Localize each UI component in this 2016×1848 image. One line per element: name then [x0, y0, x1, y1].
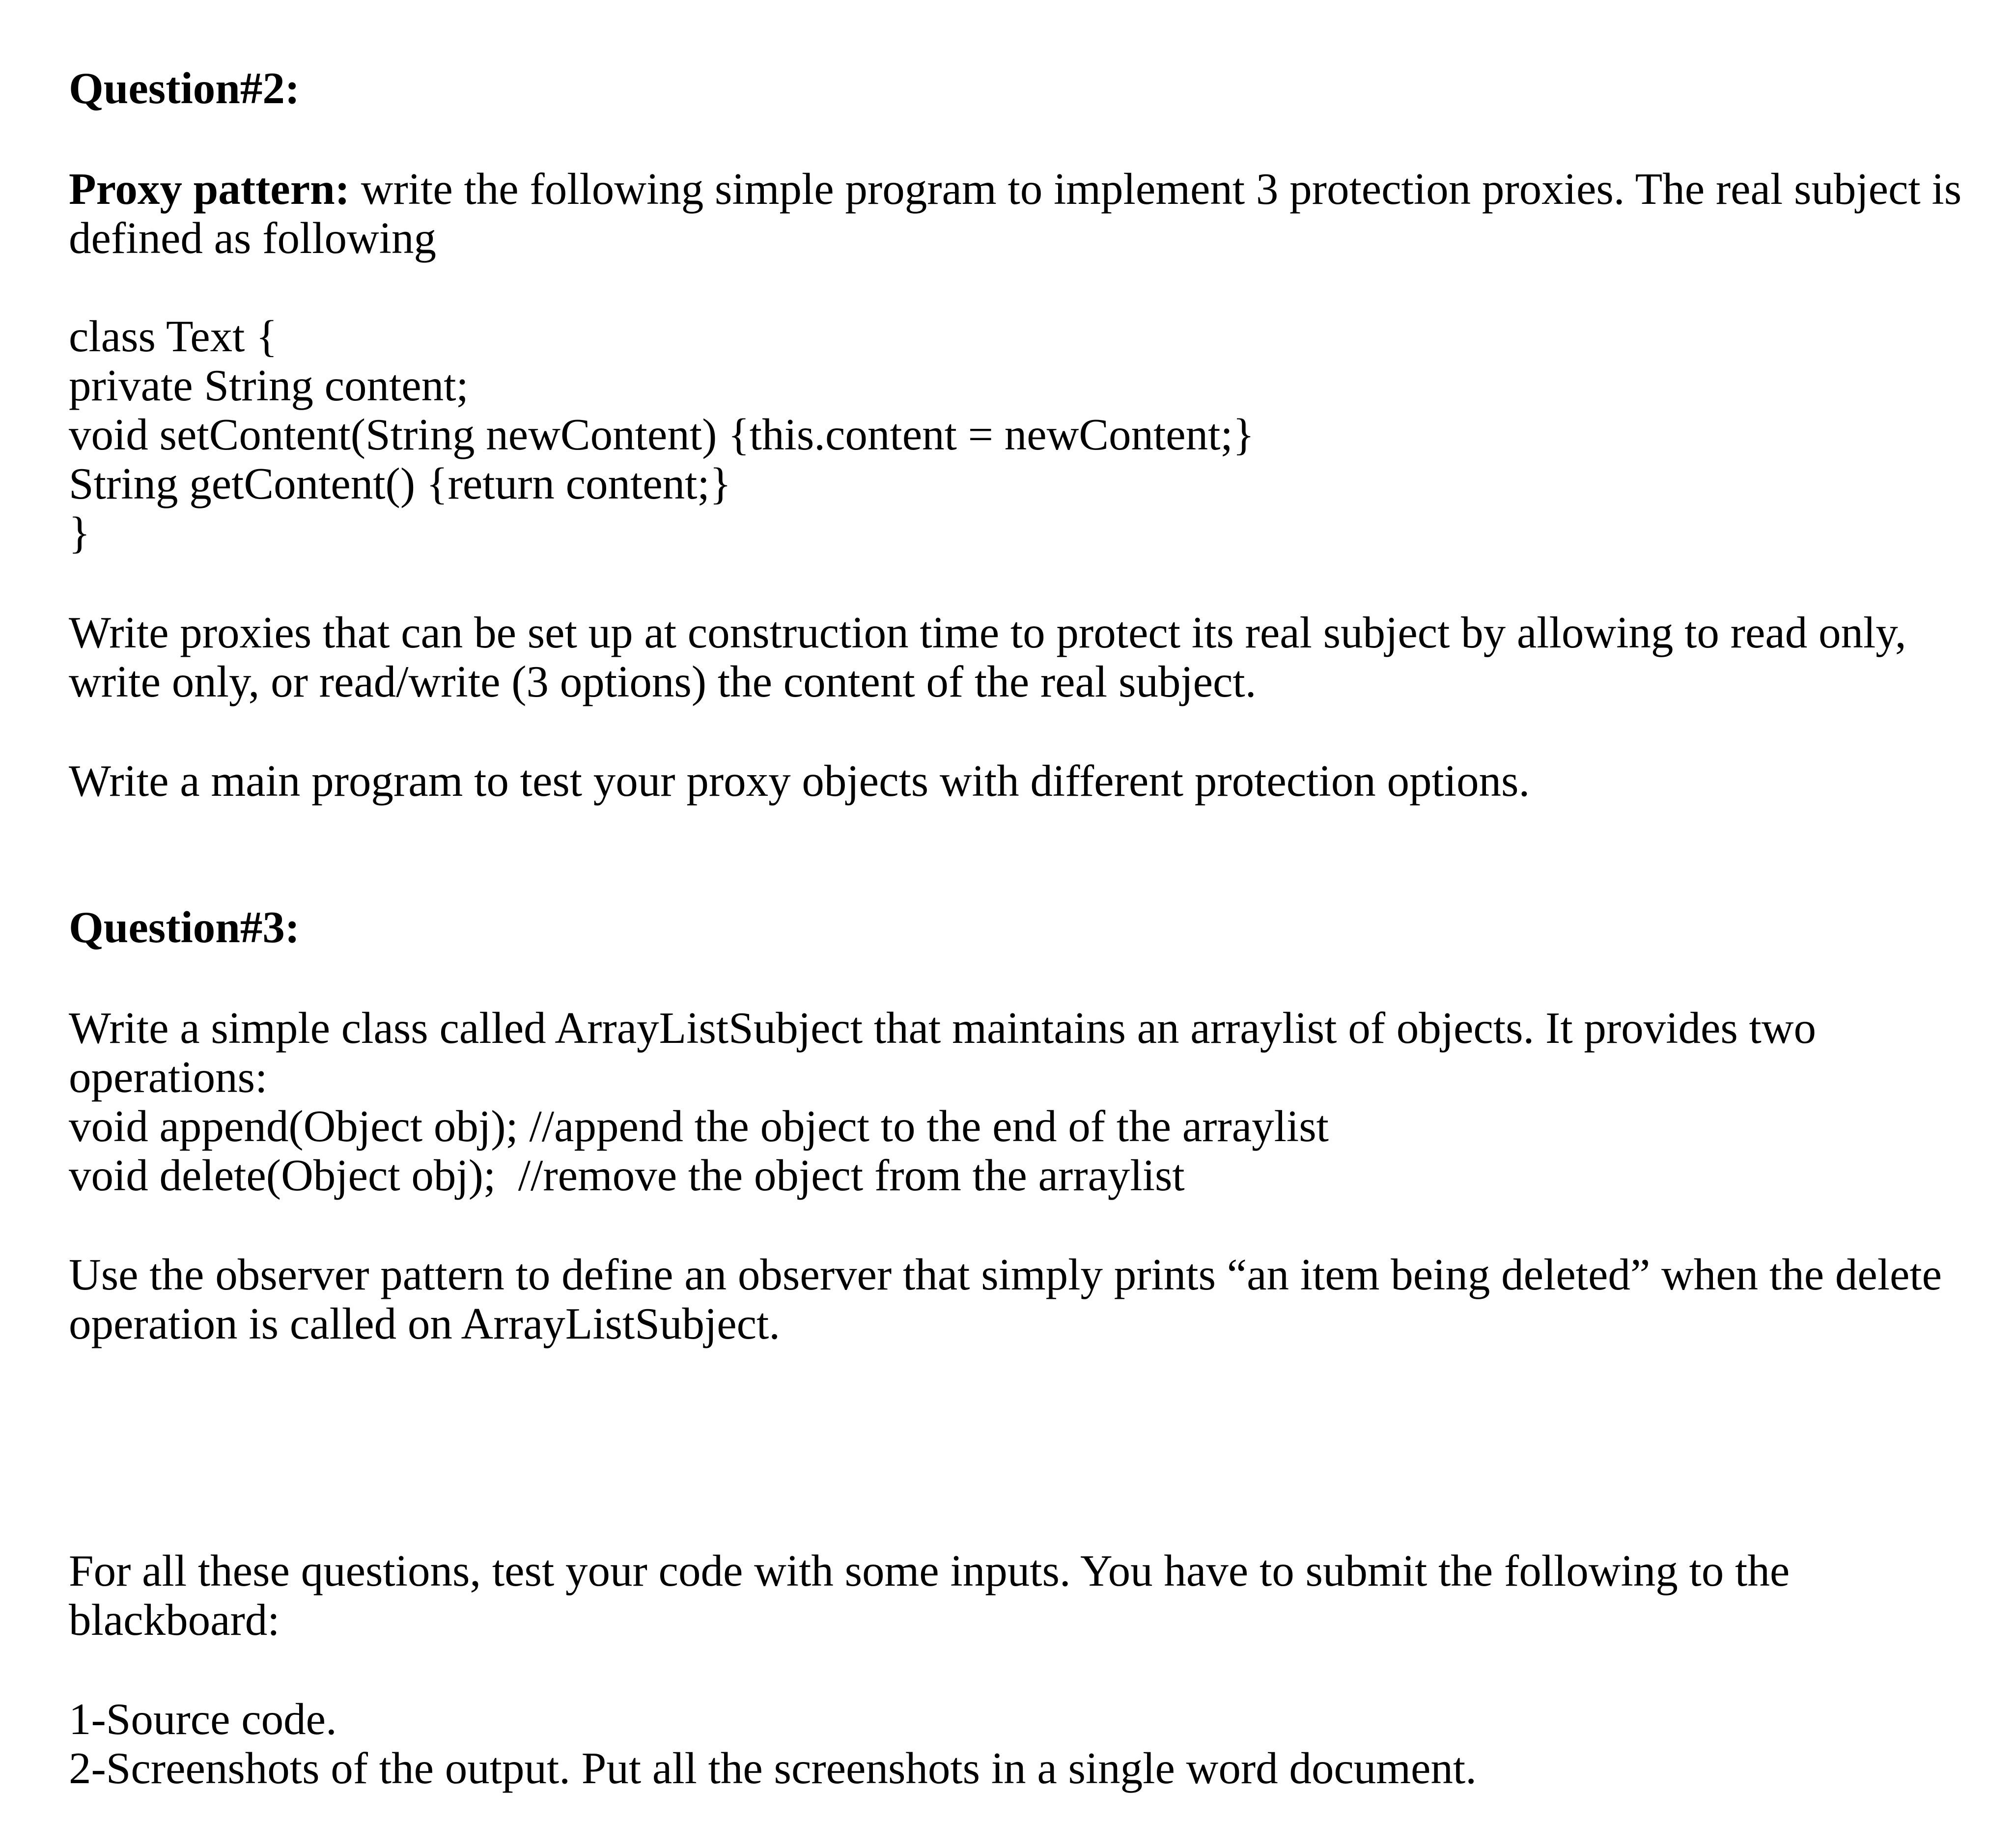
proxy-pattern-intro-line-1	[69, 165, 1961, 214]
proxy-pattern-intro-line-2: defined as following	[69, 213, 437, 263]
arraylist-paragraph-line: Write a simple class called ArrayListSubject that maintains an arraylist of objects. It provides two	[69, 1003, 1816, 1053]
operation-line: void delete(Object obj); //remove the object from the arraylist	[69, 1150, 1185, 1200]
proxies-paragraph-line: Write proxies that can be set up at construction time to protect its real subject by allowing to read only,	[69, 608, 1906, 657]
question-3-heading: Question#3:	[69, 902, 300, 952]
question-2-heading: Question#2:	[69, 63, 300, 113]
code-line: String getContent() {return content;}	[69, 459, 731, 508]
proxy-pattern-intro-text: write the following simple program to implement 3 protection proxies. The real subject is	[350, 164, 1962, 214]
main-program-paragraph: Write a main program to test your proxy objects with different protection options.	[69, 756, 1530, 806]
code-line: class Text {	[69, 311, 278, 361]
proxy-pattern-label: Proxy pattern:	[69, 164, 350, 214]
submission-intro-line: blackboard:	[69, 1595, 280, 1645]
proxies-paragraph-line: write only, or read/write (3 options) the content of the real subject.	[69, 657, 1257, 706]
code-line: void setContent(String newContent) {this.content = newContent;}	[69, 410, 1255, 459]
submission-item: 2-Screenshots of the output. Put all the screenshots in a single word document.	[69, 1743, 1477, 1793]
observer-paragraph-line: Use the observer pattern to define an observer that simply prints “an item being deleted” when the delete	[69, 1250, 1942, 1299]
arraylist-paragraph-line: operations:	[69, 1052, 268, 1102]
submission-item: 1-Source code.	[69, 1694, 337, 1744]
code-line: }	[69, 508, 90, 558]
observer-paragraph-line: operation is called on ArrayListSubject.	[69, 1299, 781, 1348]
code-line: private String content;	[69, 361, 469, 410]
submission-intro-line: For all these questions, test your code with some inputs. You have to submit the following to the	[69, 1546, 1790, 1596]
operation-line: void append(Object obj); //append the object to the end of the arraylist	[69, 1101, 1329, 1151]
document-page	[69, 0, 1994, 1848]
